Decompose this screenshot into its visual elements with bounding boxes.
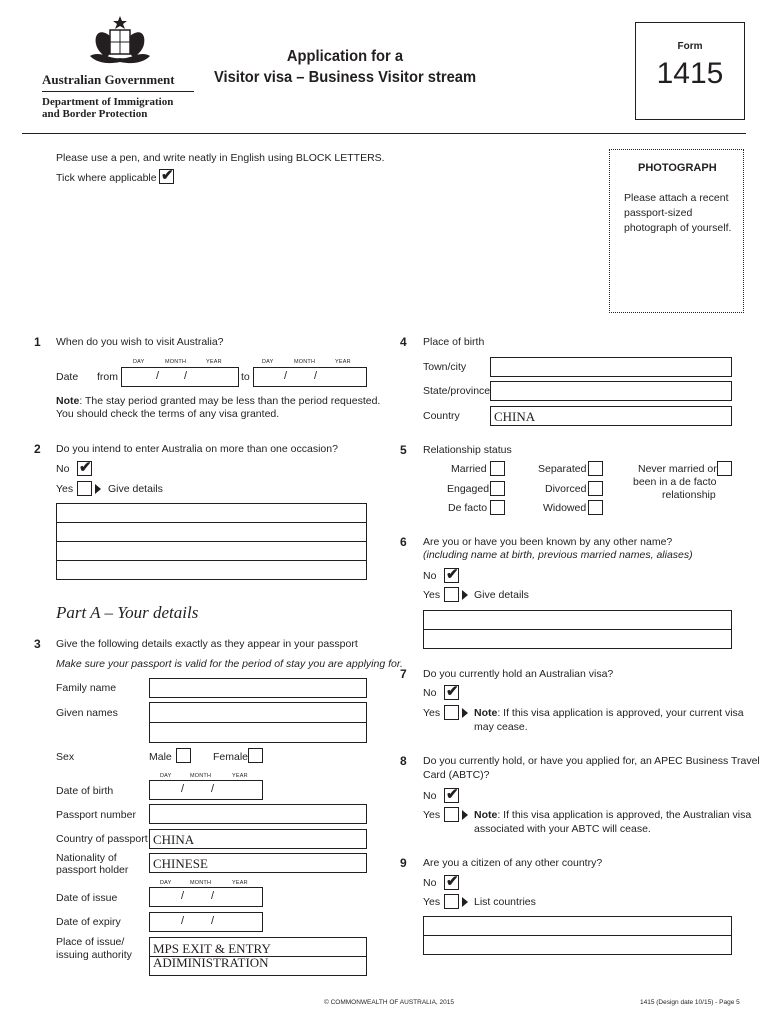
q9-no-label: No	[423, 877, 437, 889]
tick-glyph: ✔	[446, 786, 459, 803]
nationality-field[interactable]	[149, 853, 367, 873]
photograph-title: PHOTOGRAPH	[638, 162, 717, 174]
q9-yes-label: Yes	[423, 896, 441, 908]
tick-glyph: ✔	[79, 459, 92, 476]
q8-number: 8	[400, 754, 407, 768]
tick-glyph: ✔	[446, 566, 459, 583]
q2-no-label: No	[56, 463, 70, 475]
q8-note-line1: Note: If this visa application is approved, the Australian visa	[474, 809, 752, 821]
q1-to-month-sub: MONTH	[294, 359, 316, 365]
q1-to-date-field[interactable]	[253, 367, 367, 387]
tick-glyph: ✔	[446, 873, 459, 890]
date-slash: /	[181, 890, 185, 902]
dob-label: Date of birth	[56, 785, 114, 797]
place-of-issue-value-2: ADIMINISTRATION	[153, 955, 269, 970]
date-of-expiry-field[interactable]	[149, 912, 263, 932]
q2-details-field[interactable]	[56, 542, 367, 561]
q7-yes-checkbox[interactable]	[444, 705, 459, 720]
date-slash: /	[211, 915, 215, 927]
sex-male-label: Male	[149, 751, 172, 763]
q2-number: 2	[34, 442, 41, 456]
widowed-label: Widowed	[543, 502, 587, 514]
date-slash: /	[211, 890, 215, 902]
date-of-expiry-label: Date of expiry	[56, 916, 121, 928]
divorced-label: Divorced	[545, 483, 587, 495]
sex-female-label: Female	[213, 751, 249, 763]
given-names-field[interactable]	[149, 723, 367, 743]
never-married-label-3: relationship	[662, 489, 716, 501]
q2-question: Do you intend to enter Australia on more than one occasion?	[56, 443, 338, 455]
q6-give-details-label: Give details	[474, 589, 529, 601]
issue-month-sub: MONTH	[190, 880, 212, 886]
instruction-text: Please use a pen, and write neatly in English using BLOCK LETTERS.	[56, 152, 385, 164]
tick-example-box	[159, 169, 174, 184]
dept-name-line2: and Border Protection	[42, 108, 148, 120]
family-name-label: Family name	[56, 682, 117, 694]
part-a-title: Part A – Your details	[56, 603, 199, 622]
country-of-birth-value: CHINA	[494, 409, 536, 424]
q1-from-date-field[interactable]	[121, 367, 239, 387]
nationality-value: CHINESE	[153, 856, 208, 871]
country-of-passport-field[interactable]	[149, 829, 367, 849]
gov-name: Australian Government	[42, 72, 175, 87]
country-of-passport-label: Country of passport	[56, 833, 148, 845]
never-married-label-2: been in a de facto	[633, 476, 717, 488]
date-slash: /	[211, 783, 215, 795]
q8-question-line1: Do you currently hold, or have you applied for, an APEC Business Travel	[423, 755, 760, 767]
q6-subtext: (including name at birth, previous married names, aliases)	[423, 549, 693, 561]
photograph-box	[609, 149, 744, 313]
q1-from-year-sub: YEAR	[206, 359, 222, 365]
header-divider-short	[42, 91, 194, 92]
q7-note-line2: may cease.	[474, 721, 528, 733]
q3-number: 3	[34, 637, 41, 651]
state-label: State/province	[423, 385, 491, 397]
form-label: Form	[677, 41, 703, 52]
photograph-text-3: photograph of yourself.	[624, 222, 732, 234]
tick-glyph: ✔	[446, 683, 459, 700]
place-of-issue-label-line2: issuing authority	[56, 949, 132, 961]
q9-no-checkbox[interactable]	[444, 875, 459, 890]
engaged-checkbox[interactable]	[490, 481, 505, 496]
passport-number-label: Passport number	[56, 809, 136, 821]
issue-day-sub: DAY	[160, 880, 172, 886]
nationality-label-line2: passport holder	[56, 864, 129, 876]
date-slash: /	[181, 783, 185, 795]
arrow-icon	[462, 897, 468, 907]
q1-note-line1: Note: The stay period granted may be less than the period requested.	[56, 395, 381, 407]
dob-month-sub: MONTH	[190, 773, 212, 779]
form-number: 1415	[656, 57, 724, 90]
married-label: Married	[451, 463, 487, 475]
town-field[interactable]	[490, 357, 732, 377]
date-slash: /	[314, 370, 318, 382]
country-of-birth-label: Country	[423, 410, 460, 422]
q9-question: Are you a citizen of any other country?	[423, 857, 603, 869]
date-slash: /	[184, 370, 188, 382]
q1-to-day-sub: DAY	[262, 359, 274, 365]
q4-number: 4	[400, 335, 407, 349]
arrow-icon	[462, 810, 468, 820]
arrow-icon	[95, 484, 101, 494]
q2-details-field[interactable]	[56, 523, 367, 542]
family-name-field[interactable]	[149, 678, 367, 698]
town-label: Town/city	[423, 361, 467, 373]
passport-number-field[interactable]	[149, 804, 367, 824]
engaged-label: Engaged	[447, 483, 490, 495]
q6-number: 6	[400, 535, 407, 549]
q9-yes-checkbox[interactable]	[444, 894, 459, 909]
place-of-issue-field[interactable]	[149, 937, 367, 957]
q7-note-line1: Note: If this visa application is approved, your current visa	[474, 707, 744, 719]
q1-to-label: to	[241, 371, 250, 383]
q6-details-field[interactable]	[423, 610, 732, 630]
married-checkbox[interactable]	[490, 461, 505, 476]
q8-no-checkbox[interactable]	[444, 788, 459, 803]
q2-yes-label: Yes	[56, 483, 74, 495]
q7-number: 7	[400, 667, 407, 681]
date-of-issue-label: Date of issue	[56, 892, 118, 904]
q7-no-label: No	[423, 687, 437, 699]
q1-number: 1	[34, 335, 41, 349]
q8-note-line2: associated with your ABTC will cease.	[474, 823, 651, 835]
q2-give-details-label: Give details	[108, 483, 163, 495]
q8-yes-label: Yes	[423, 809, 441, 821]
footer-page-info: 1415 (Design date 10/15) - Page 5	[640, 999, 740, 1006]
separated-checkbox[interactable]	[588, 461, 603, 476]
sex-label: Sex	[56, 751, 75, 763]
divorced-checkbox[interactable]	[588, 481, 603, 496]
q6-yes-checkbox[interactable]	[444, 587, 459, 602]
q9-countries-field[interactable]	[423, 936, 732, 955]
dept-name-line1: Department of Immigration	[42, 96, 174, 108]
given-names-label: Given names	[56, 707, 118, 719]
never-married-checkbox[interactable]	[717, 461, 732, 476]
place-of-issue-field[interactable]	[149, 957, 367, 976]
state-field[interactable]	[490, 381, 732, 401]
q2-details-field[interactable]	[56, 503, 367, 523]
place-of-issue-label-line1: Place of issue/	[56, 936, 125, 948]
q9-list-countries-label: List countries	[474, 896, 536, 908]
q7-question: Do you currently hold an Australian visa?	[423, 668, 614, 680]
coat-of-arms-emblem	[80, 14, 160, 70]
q6-question: Are you or have you been known by any other name?	[423, 536, 673, 548]
never-married-label-1: Never married or	[638, 463, 717, 475]
given-names-field[interactable]	[149, 702, 367, 723]
issue-year-sub: YEAR	[232, 880, 248, 886]
date-slash: /	[284, 370, 288, 382]
de-facto-label: De facto	[448, 502, 488, 514]
photograph-text-2: passport-sized	[624, 207, 693, 219]
q2-yes-checkbox[interactable]	[77, 481, 92, 496]
form-title-line1: Application for a	[286, 48, 404, 65]
arrow-icon	[462, 708, 468, 718]
q1-date-label: Date	[56, 371, 79, 383]
q1-from-label: from	[97, 371, 118, 383]
q8-question-line2: Card (ABTC)?	[423, 769, 490, 781]
q1-to-year-sub: YEAR	[335, 359, 351, 365]
q6-yes-label: Yes	[423, 589, 441, 601]
q7-no-checkbox[interactable]	[444, 685, 459, 700]
q3-question: Give the following details exactly as they appear in your passport	[56, 638, 358, 650]
q2-details-field[interactable]	[56, 561, 367, 580]
photograph-text-1: Please attach a recent	[624, 192, 729, 204]
header-divider	[22, 133, 746, 134]
nationality-label-line1: Nationality of	[56, 852, 117, 864]
q2-no-checkbox[interactable]	[77, 461, 92, 476]
q1-from-month-sub: MONTH	[165, 359, 187, 365]
q1-note-line2: You should check the terms of any visa granted.	[56, 408, 280, 420]
tick-instruction: Tick where applicable	[56, 172, 157, 184]
q1-from-day-sub: DAY	[133, 359, 145, 365]
q5-question: Relationship status	[423, 444, 512, 456]
form-number-box	[635, 22, 745, 120]
tick-glyph: ✔	[161, 167, 174, 184]
q1-question: When do you wish to visit Australia?	[56, 336, 224, 348]
q4-question: Place of birth	[423, 336, 485, 348]
date-slash: /	[156, 370, 160, 382]
dob-field[interactable]	[149, 780, 263, 800]
widowed-checkbox[interactable]	[588, 500, 603, 515]
arrow-icon	[462, 590, 468, 600]
q9-number: 9	[400, 856, 407, 870]
place-of-issue-value-1: MPS EXIT & ENTRY	[153, 941, 271, 956]
q9-countries-field[interactable]	[423, 916, 732, 936]
country-of-passport-value: CHINA	[153, 832, 195, 847]
form-title-line2: Visitor visa – Business Visitor stream	[213, 69, 477, 86]
footer-copyright: © COMMONWEALTH OF AUSTRALIA, 2015	[324, 999, 454, 1006]
q8-yes-checkbox[interactable]	[444, 807, 459, 822]
de-facto-checkbox[interactable]	[490, 500, 505, 515]
q3-subtext: Make sure your passport is valid for the period of stay you are applying for.	[56, 658, 403, 670]
sex-male-checkbox[interactable]	[176, 748, 191, 763]
dob-year-sub: YEAR	[232, 773, 248, 779]
country-of-birth-field[interactable]	[490, 406, 732, 426]
q6-details-field[interactable]	[423, 630, 732, 649]
sex-female-checkbox[interactable]	[248, 748, 263, 763]
date-of-issue-field[interactable]	[149, 887, 263, 907]
q7-yes-label: Yes	[423, 707, 441, 719]
separated-label: Separated	[538, 463, 587, 475]
date-slash: /	[181, 915, 185, 927]
q6-no-checkbox[interactable]	[444, 568, 459, 583]
q5-number: 5	[400, 443, 407, 457]
q8-no-label: No	[423, 790, 437, 802]
q6-no-label: No	[423, 570, 437, 582]
dob-day-sub: DAY	[160, 773, 172, 779]
